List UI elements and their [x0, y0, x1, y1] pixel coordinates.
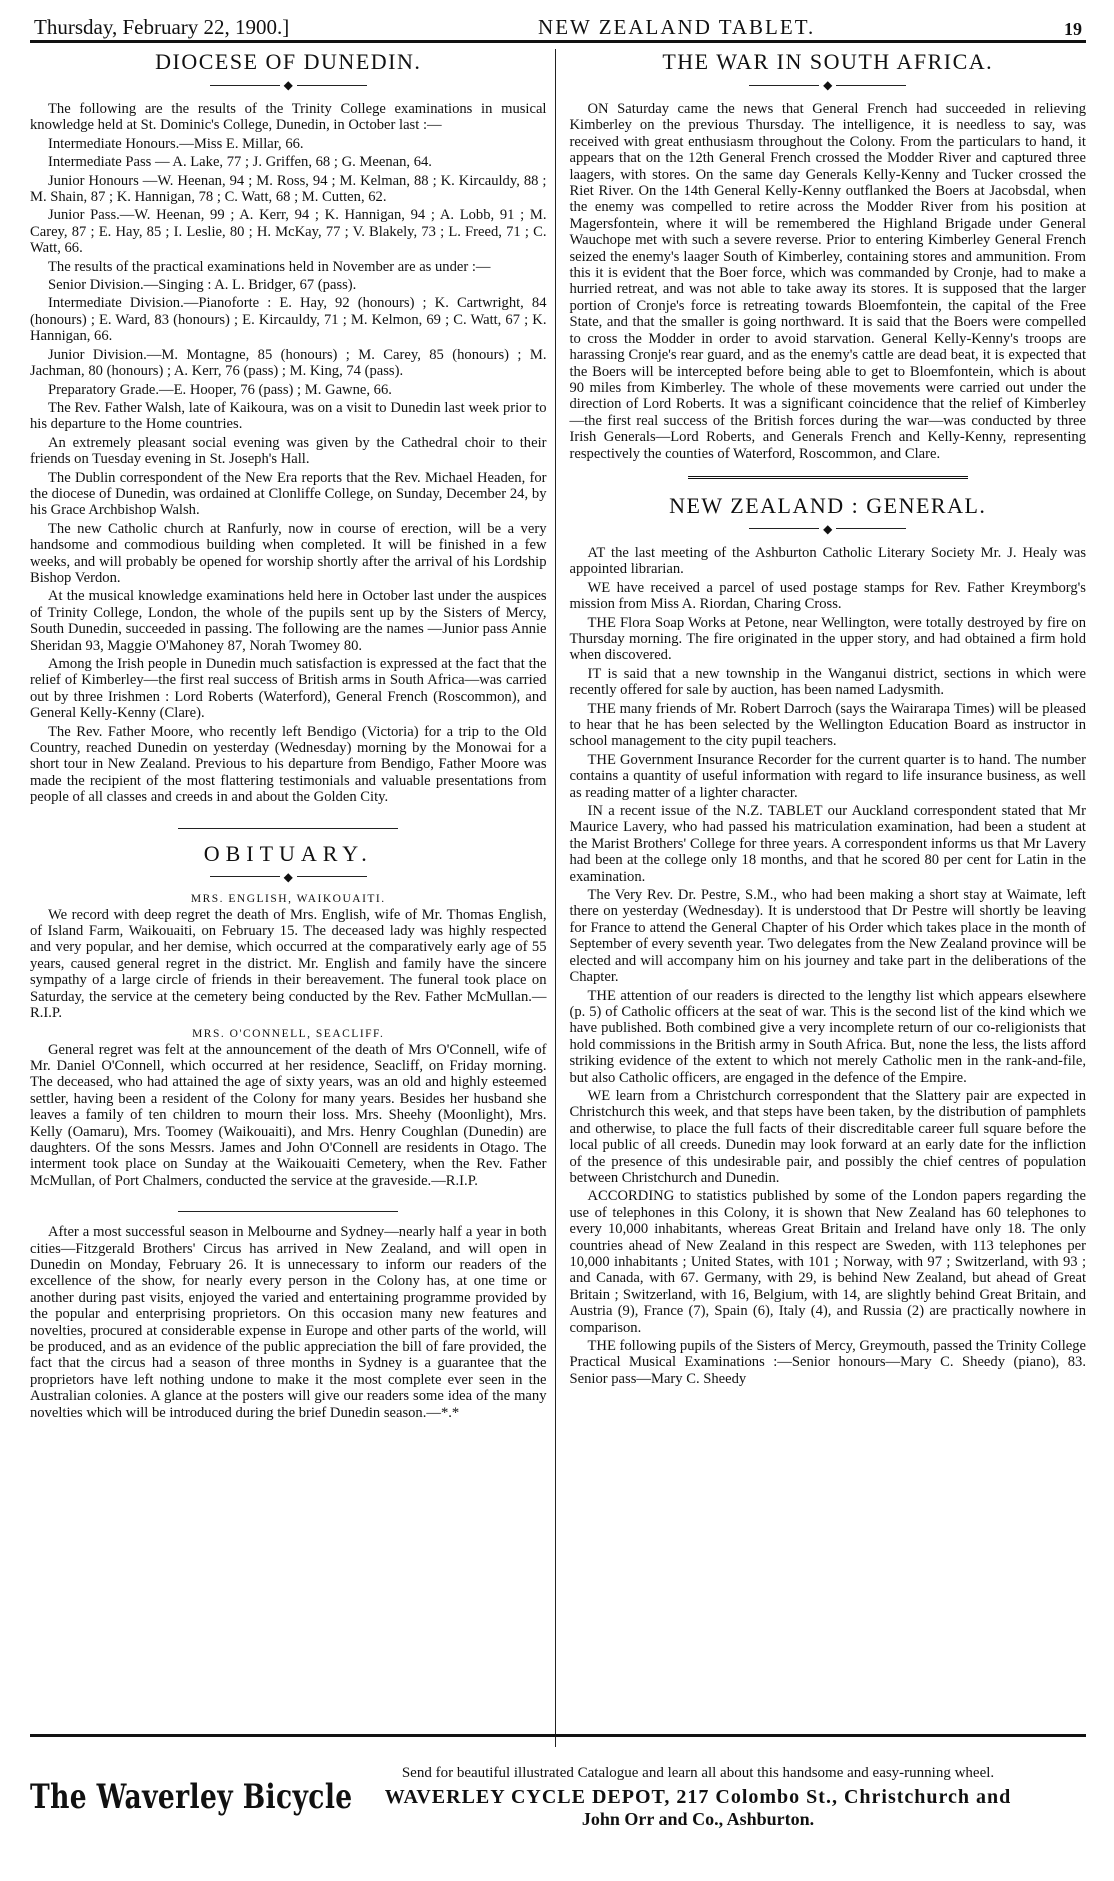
- paragraph: IT is said that a new township in the Wanganui district, sections in which were recently offered for sale by auction, has been named Ladysmith.: [569, 665, 1086, 699]
- page-number: 19: [1064, 19, 1082, 39]
- waverley-advertisement: [30, 1734, 1086, 1857]
- paragraph: The Very Rev. Dr. Pestre, S.M., who had been making a short stay at Waimate, left there on yesterday (Wednesday). It is understood that Dr Pestre will shortly be leaving for France to attend the General Chapter of his Order which takes place in the month of September of every seventh year. Two delegates from the New Zealand province will be elected and will accompany him on his journey and take part in the deliberations of the Chapter.: [569, 887, 1086, 986]
- paragraph: THE many friends of Mr. Robert Darroch (says the Wairarapa Times) will be pleased to hear that he has been selected by the Wellington Education Board as instructor in school management to the city pupil teachers.: [569, 700, 1086, 750]
- page-header: [30, 8, 1086, 43]
- paragraph: Junior Honours —W. Heenan, 94 ; M. Ross, 94 ; M. Kelman, 88 ; K. Kircauldy, 88 ; M. Shain, 87 ; K. Hannigan, 78 ; C. Watt, 68 ; M. Cutten, 62.: [30, 172, 547, 206]
- paragraph: ACCORDING to statistics published by some of the London papers regarding the use of telephones in this Colony, it is shown that New Zealand has 60 telephones to every 10,000 inhabitants, whereas Great Britain and Ireland have only 18. The only countries ahead of New Zealand in this respect are Sweden, with 113 telephones per 10,000 inhabitants ; United States, with 101 ; Norway, with 97 ; Switzerland, with 93 ; and Canada, with 67. Germany, with 29, is behind New Zealand, but ahead of Great Britain ; Switzerland, with 16, Belgium, with 14, are slightly behind Great Britain, and Austria (9), France (7), Spain (6), Italy (4), and Russia (2) are practically nowhere in comparison.: [569, 1188, 1086, 1336]
- masthead: NEW ZEALAND TABLET.: [538, 15, 816, 39]
- paragraph: At the musical knowledge examinations held here in October last under the auspices of Trinity College, London, the whole of the pupils sent up by the Sisters of Mercy, South Dunedin, succeeded in passing. The following are the names —Junior pass Annie Sheridan 93, Maggie O'Mahoney 87, Norah Twomey 80.: [30, 588, 547, 654]
- section-rule: [178, 1211, 398, 1212]
- ornament-divider: ◆: [30, 79, 547, 91]
- paragraph: THE Government Insurance Recorder for the current quarter is to hand. The number contains a quantity of useful information with regard to life insurance business, as well as reading matter of a lighter character.: [569, 751, 1086, 801]
- paragraph: Intermediate Pass — A. Lake, 77 ; J. Griffen, 68 ; G. Meenan, 64.: [48, 154, 432, 171]
- paragraph: The Rev. Father Walsh, late of Kaikoura, was on a visit to Dunedin last week prior to his departure to the Home countries.: [30, 399, 547, 433]
- nz-general-heading: NEW ZEALAND : GENERAL.: [669, 492, 987, 518]
- ornament-divider: ◆: [570, 523, 1087, 535]
- paragraph: Junior Pass.—W. Heenan, 99 ; A. Kerr, 94 ; K. Hannigan, 94 ; A. Lobb, 91 ; M. Carey, 87 ; E. Hay, 85 ; I. Leslie, 80 ; H. McKay, 77 ; V. Blakely, 73 ; L. Freed, 71 ; C. Watt, 66.: [30, 207, 547, 257]
- left-column: [30, 49, 555, 1747]
- war-heading: THE WAR IN SOUTH AFRICA.: [662, 49, 994, 74]
- paragraph: After a most successful season in Melbourne and Sydney—nearly half a year in both cities—Fitzgerald Brothers' Circus has arrived in New Zealand, and will open in Dunedin on Monday, February 26. It is unnecessary to inform our readers of the excellence of the show, for nearly every person in the Colony has, at one time or another during past visits, enjoyed the varied and entertaining programme provided by the popular and enterprising proprietors. On this occasion many new features and novelties, procured at considerable expense in Europe and other parts of the world, will be produced, and as an evidence of the public appreciation the bill of fare provided, the fact that the circus had a season of three months in Sydney is a guarantee that the proprietors have left nothing undone to make it the most complete ever seen in the Australian colonies. A glance at the posters will give our readers some idea of the many novelties which will be introduced during the brief Dunedin season.—*.*: [30, 1224, 547, 1421]
- ad-brand: The Waverley Bicycle: [30, 1777, 353, 1817]
- columns: [30, 49, 1086, 1747]
- paragraph: THE following pupils of the Sisters of Mercy, Greymouth, passed the Trinity College Practical Musical Examinations :—Senior honours—Mary C. Sheedy (piano), 83. Senior pass—Mary C. Sheedy: [569, 1338, 1086, 1387]
- paragraph: ON Saturday came the news that General French had succeeded in relieving Kimberley on the previous Thursday. The intelligence, it is needless to say, was received with great enthusiasm throughout the Colony. From the particulars to hand, it appears that on the 12th General French crossed the Modder River and captured three laagers, with stores. On the same day Generals Kelly-Kenny and Tucker crossed the Riet River. On the 14th General Kelly-Kenny outflanked the Boers at Jacobsdal, when the enemy was compelled to retire across the Modder River from his position at Magersfontein, where it will be remembered the Highland Brigade under General Wauchope met with such a severe reverse. Prior to entering Kimberley General French seized the enemy's laager South of Kimberley, containing stores and ammunition. From this it is evident that the Boer force, which was commanded by Cronje, had to make a hurried retreat, and was not able to take away its stores. It is supposed that the larger portion of Cronje's force is retreating towards Bloemfontein, the capital of the Free State, and that the smaller is going northward. It is said that the Boers were compelled to cross the Modder in order to avoid starvation. General Kelly-Kenny's troops are harassing Cronje's rear guard, and as the enemy's cattle are dead beat, it is expected that the Boers will be intercepted before being able to get to Bloemfontein, which is about 90 miles from Kimberley. The whole of these movements were carried out under the direction of Lord Roberts. It was a significant coincidence that the relief of Kimberley—the first real success of the British forces during the war—was conducted by three Irish Generals—Lord Roberts, and Generals French and Kelly-Kenny, representing respectively the counties of Waterford, Roscommon, and Clare.: [569, 101, 1086, 462]
- paragraph: The Rev. Father Moore, who recently left Bendigo (Victoria) for a trip to the Old Country, reached Dunedin on yesterday (Wednesday) morning by the Monowai for a short tour in New Zealand. Previous to his departure from Bendigo, Father Moore was made the recipient of the most flattering testimonials and valuable presentations from people of all classes and creeds in and about the Golden City.: [30, 723, 547, 806]
- paragraph: The new Catholic church at Ranfurly, now in course of erection, will be a very handsome and commodious building when completed. It will be finished in a few weeks, and will probably be opened for worship shortly after the arrival of his Lordship Bishop Verdon.: [30, 520, 547, 586]
- paragraph: The results of the practical examinations held in November are as under :—: [48, 258, 491, 275]
- ad-copy: [310, 1765, 1086, 1830]
- paragraph: AT the last meeting of the Ashburton Catholic Literary Society Mr. J. Healy was appointed librarian.: [569, 544, 1086, 578]
- paragraph: Intermediate Honours.—Miss E. Millar, 66.: [48, 135, 304, 152]
- paragraph: Among the Irish people in Dunedin much satisfaction is expressed at the fact that the relief of Kimberley—the first real success of British arms in South Africa—was carried out by three Irishmen : Lord Roberts (Waterford), General French (Roscommon), and General Kelly-Kenny (Clare).: [30, 656, 547, 722]
- diocese-heading: DIOCESE OF DUNEDIN.: [155, 49, 422, 74]
- paragraph: General regret was felt at the announcement of the death of Mrs O'Connell, wife of Mr. Daniel O'Connell, which occurred at her residence, Seacliff, on Friday morning. The deceased, who had attained the age of sixty years, was an old and highly esteemed settler, having been a resident of the Colony for many years. Besides her husband she leaves a family of ten children to mourn their loss. Mrs. Sheehy (Moonlight), Mrs. Kelly (Oamaru), Mrs. Toomey (Waikouaiti), and Mrs. Henry Coughlan (Dunedin) are daughters. Of the sons Messrs. James and John O'Connell are residents in Otago. The interment took place on Sunday at the Waikouaiti Cemetery, when the Rev. Father McMullan, of Port Chalmers, conducted the service at the graveside.—R.I.P.: [30, 1041, 547, 1189]
- double-rule: [688, 476, 968, 481]
- ornament-divider: ◆: [30, 871, 547, 883]
- paragraph: WE have received a parcel of used postage stamps for Rev. Father Kreymborg's mission from Miss A. Riordan, Charing Cross.: [569, 579, 1086, 613]
- paragraph: An extremely pleasant social evening was given by the Cathedral choir to their friends on Tuesday evening in St. Joseph's Hall.: [30, 434, 547, 468]
- paragraph: We record with deep regret the death of Mrs. English, wife of Mr. Thomas English, of Island Farm, Waikouaiti, on February 15. The deceased lady was highly respected and very popular, and her demise, which occurred at the comparatively early age of 55 years, caused general regret in the district. Mr. English and family have the sincere sympathy of a large circle of friends in their bereavement. The funeral took place on Saturday, the service at the cemetery being conducted by the Rev. Father McMullan.—R.I.P.: [30, 906, 547, 1022]
- ad-line: John Orr and Co., Ashburton.: [581, 1808, 815, 1829]
- obituary-heading: OBITUARY.: [203, 840, 373, 866]
- paragraph: Preparatory Grade.—E. Hooper, 76 (pass) ; M. Gawne, 66.: [48, 381, 392, 398]
- obituary-subhead: MRS. ENGLISH, WAIKOUAITI.: [190, 892, 386, 905]
- paragraph: Intermediate Division.—Pianoforte : E. Hay, 92 (honours) ; K. Cartwright, 84 (honours) ; E. Ward, 83 (honours) ; E. Kircauldy, 71 ; M. Kelmon, 69 ; C. Watt, 67 ; K. Hannigan, 66.: [30, 295, 547, 345]
- issue-date: Thursday, February 22, 1900.]: [34, 15, 290, 39]
- paragraph: WE learn from a Christchurch correspondent that the Slattery pair are expected in Christchurch this week, and that steps have been taken, by the distribution of pamphlets and otherwise, to place the full facts of their discreditable career full square before the local public of all creeds. Dunedin may look forward at an early date for the infliction of the presence of this undesirable pair, and possibly the chief centres of population between Christchurch and Dunedin.: [569, 1087, 1086, 1186]
- paragraph: IN a recent issue of the N.Z. TABLET our Auckland correspondent stated that Mr Maurice Lavery, who had passed his matriculation examination, had been a student at the Marist Brothers' College for three years. A correspondent informs us that Mr Lavery had been at the college only 18 months, and that he scored 80 per cent for Latin in the examination.: [569, 803, 1086, 885]
- ad-line: Send for beautiful illustrated Catalogue and learn all about this handsome and easy-running wheel.: [401, 1764, 995, 1781]
- section-rule: [178, 828, 398, 829]
- paragraph: The following are the results of the Trinity College examinations in musical knowledge held at St. Dominic's College, Dunedin, in October last :—: [30, 101, 547, 134]
- paragraph: Senior Division.—Singing : A. L. Bridger, 67 (pass).: [48, 277, 357, 294]
- paragraph: THE attention of our readers is directed to the lengthy list which appears elsewhere (p. 5) of Catholic officers at the seat of war. This is the second list of the kind which we have published. Both combined give a very incomplete return of our co-religionists that hold commissions in the British army in South Africa. But, none the less, the lists afford striking evidence of the extent to which not merely Catholic men in the rank-and-file, but also Catholic officers, are engaged in the defence of the Empire.: [569, 987, 1086, 1086]
- paragraph: THE Flora Soap Works at Petone, near Wellington, were totally destroyed by fire on Thursday morning. The fire originated in the upper story, and had obtained a firm hold when discovered.: [569, 614, 1086, 664]
- obituary-subhead: MRS. O'CONNELL, SEACLIFF.: [192, 1027, 385, 1040]
- paragraph: The Dublin correspondent of the New Era reports that the Rev. Michael Headen, for the diocese of Dunedin, was ordained at Clonliffe College, on Sunday, December 24, by his Grace Archbishop Walsh.: [30, 469, 547, 519]
- paragraph: Junior Division.—M. Montagne, 85 (honours) ; M. Carey, 85 (honours) ; M. Jachman, 80 (honours) ; A. Kerr, 76 (pass) ; M. King, 74 (pass).: [30, 346, 547, 380]
- ad-line: WAVERLEY CYCLE DEPOT, 217 Colombo St., Christchurch and: [384, 1785, 1012, 1808]
- ornament-divider: ◆: [570, 79, 1087, 91]
- right-column: [555, 49, 1087, 1747]
